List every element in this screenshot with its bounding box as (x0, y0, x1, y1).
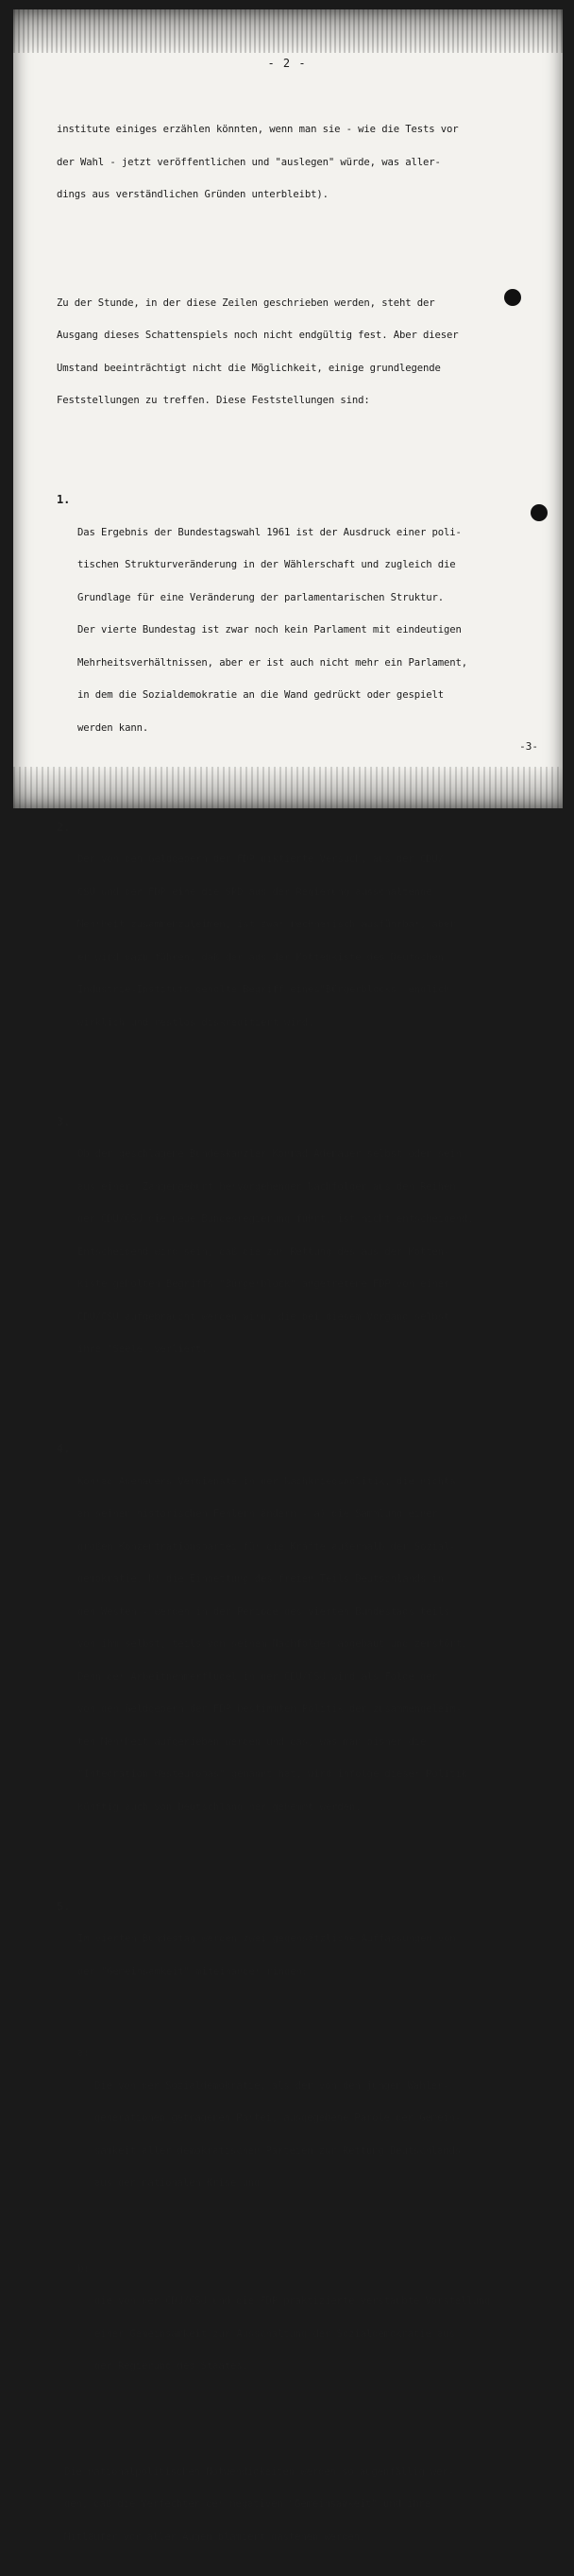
text-line: Im vierten Bundestag werden zwei gegensätzliche Auffassungen von (77, 1933, 456, 1944)
text-line: von ihm selbst, teils von seinem Nachfolger abgebaut und zerstört. (77, 1638, 468, 1650)
point-number: 1. (57, 493, 71, 506)
text-line: Ob der geschlagene Bundeskanzler Konrad Adenauer selbst oder sein (77, 1148, 462, 1160)
text-line: Umstand beeinträchtigt nicht die Möglichkeit, einige grundlegende (57, 362, 441, 374)
text-line: Konrad Adenauers Verdienste in der Nachkriegspolitik, die nichts (77, 1475, 456, 1487)
paragraph-closing (57, 2446, 551, 2566)
text-line: tischen Strukturveränderung in der Wählerschaft und zugleich die (77, 559, 456, 570)
text-line: Mitläufer vor aller Augen blamiert dastehen werden. (64, 2531, 366, 2543)
point-number: 5. (57, 1899, 71, 1913)
text-line: in dem die Sozialdemokratie an die Wand gedrückt oder gespielt (77, 689, 444, 701)
text-line: demokratie. b) die Einbettung des freien Teils Deutschlands in (77, 1573, 444, 1585)
next-page-marker: -3- (519, 740, 538, 753)
paragraph-intro (57, 103, 551, 223)
point-number: 4. (57, 1442, 71, 1455)
text-line: Feststellungen zu treffen. Diese Feststellungen sind: (57, 395, 370, 406)
text-line: institute einiges erzählen könnten, wenn man sie - wie die Tests vor (57, 124, 459, 135)
document-body (57, 81, 551, 2576)
paragraph-status (57, 277, 551, 429)
text-line: den, daß die Verfechter der negativen "Gemeinsamkeit" und ihre (64, 2499, 430, 2510)
scan-top-edge (13, 9, 563, 53)
text-line: der "Gemeinsamkeit" miteinander ringen: (77, 1965, 309, 1977)
text-line: den Westen - werden in der Periode des vierten Bundestags teils (77, 1605, 450, 1618)
text-line: CSU und der FDP eine die SPD aus der Regierung ausschaltende (77, 886, 432, 898)
text-line: Die von der Sozialdemokratie, als der von den jungen Wähler- (94, 2079, 449, 2092)
text-line: ihre "Seele" verliert. (77, 1344, 208, 1355)
text-line: samkeit aller demokratischen Parteien zur Rettung Deutschlands (94, 2144, 461, 2157)
text-line: werden kann. (77, 721, 149, 734)
point-number: 2. (57, 820, 71, 834)
text-line: an seinen historischen Fehlern ändern - a) die Sammlung einer (77, 1508, 438, 1519)
text-line: aus einer Zangengeburt hervorgehender Nachfolger aus den Reihen (77, 1180, 456, 1193)
page-number: - 2 - (267, 57, 307, 70)
text-line: Das Ergebnis der Bundestagswahl 1961 ist der Ausdruck einer poli- (77, 526, 462, 538)
sub-point-b (57, 2264, 551, 2395)
text-line: Der von den Geldgebern der FDP diktierte Versuch, aus der CDU/ (77, 854, 444, 865)
text-line: der Regierung des Staates. (94, 2361, 248, 2372)
text-line: künftig auch von Deutschland her gehemmt werden. (77, 1801, 362, 1813)
text-line: wirklich und restlos diskreditiert wird. (77, 1016, 314, 1028)
text-line: Mehrheit zusammenzuleimen, ist zwar rechnerisch ausführbar, aber (77, 919, 456, 930)
text-line: generationen getragenen Partei, ausgegebene Parole der Gemein- (94, 2112, 461, 2124)
point-4 (57, 1444, 551, 1835)
text-line: Entscheidend wird sein, daß die zur Rettung des aus der Motten- (77, 1246, 450, 1258)
text-line: großen Konzentrationspartei für die Kräfte außerhalb der Sozial- (77, 1540, 456, 1552)
sub-point-a (57, 2048, 551, 2212)
text-line: kiste geholten Begriffs "Bürgerblock" angetretene FDP von einer (77, 1279, 450, 1290)
text-line: einer Gemeinsamkeit zur Ausschaltung der Sozialdemokratie aus (94, 2328, 455, 2340)
text-line: Mehrheitsverhältnissen, aber er ist auch nicht mehr ein Parlament, (77, 656, 468, 669)
text-line: Die nationalpolitischen Notwendigkeiten werden so augenfällig wer- (64, 2466, 455, 2478)
text-line: er wird dazu führen, daß der aus der Mottenkiste des Deutschen (77, 951, 444, 963)
text-line: "Integration Westeuropas" genannt hat, wird infolge dieser Politik (77, 1769, 468, 1780)
text-line: die von der CDU/CSU und die FDP praktizierte verstaubte Vorstellung (94, 2296, 491, 2307)
point-5 (57, 1899, 551, 2000)
text-line: Denn der Arbeitnehmerflügel in der CDU/CSU wird als Folge der (77, 1670, 438, 1683)
text-line: Grundlage für eine Veränderung der parlamentarischen Struktur. (77, 591, 444, 603)
point-2 (57, 822, 551, 1051)
text-line: CDU/CSU aufgebraucht werden wird, die bei diesem Vorgang selbst (77, 1311, 450, 1323)
text-line: von den Geldgebern der FDP bestimmten Politik der zusammengeleim- (77, 1703, 462, 1715)
point-1 (57, 495, 551, 755)
sub-point-letter: a) (77, 2047, 90, 2059)
text-line: der CDU/CSU die neue Bundesregierung führt, ist nicht entscheidend. (77, 1213, 474, 1225)
text-line: aus der nationalen Krise und (94, 2178, 261, 2189)
text-line: Zu der Stunde, in der diese Zeilen geschrieben werden, steht der (57, 297, 435, 309)
point-3 (57, 1114, 551, 1378)
sub-point-letter: b) (77, 2262, 90, 2275)
text-line: Ausgang dieses Schattenspiels noch nicht endgültig fest. Aber dieser (57, 330, 459, 341)
point-number: 3. (57, 1114, 71, 1128)
text-line: Der vierte Bundestag ist zwar noch kein Parlament mit eindeutigen (77, 624, 462, 636)
text-line: dings aus verständlichen Gründen unterbleibt). (57, 189, 329, 200)
text-line: der Wahl - jetzt veröffentlichen und "auslegen" würde, was aller- (57, 156, 441, 168)
text-line: Industrie-Instituts geholte Begriff eines"Bürgerblocks" endlich (77, 984, 450, 995)
text-line: ten Mehrheit aufgerieben werden und das, was man bisher die (77, 1736, 427, 1748)
